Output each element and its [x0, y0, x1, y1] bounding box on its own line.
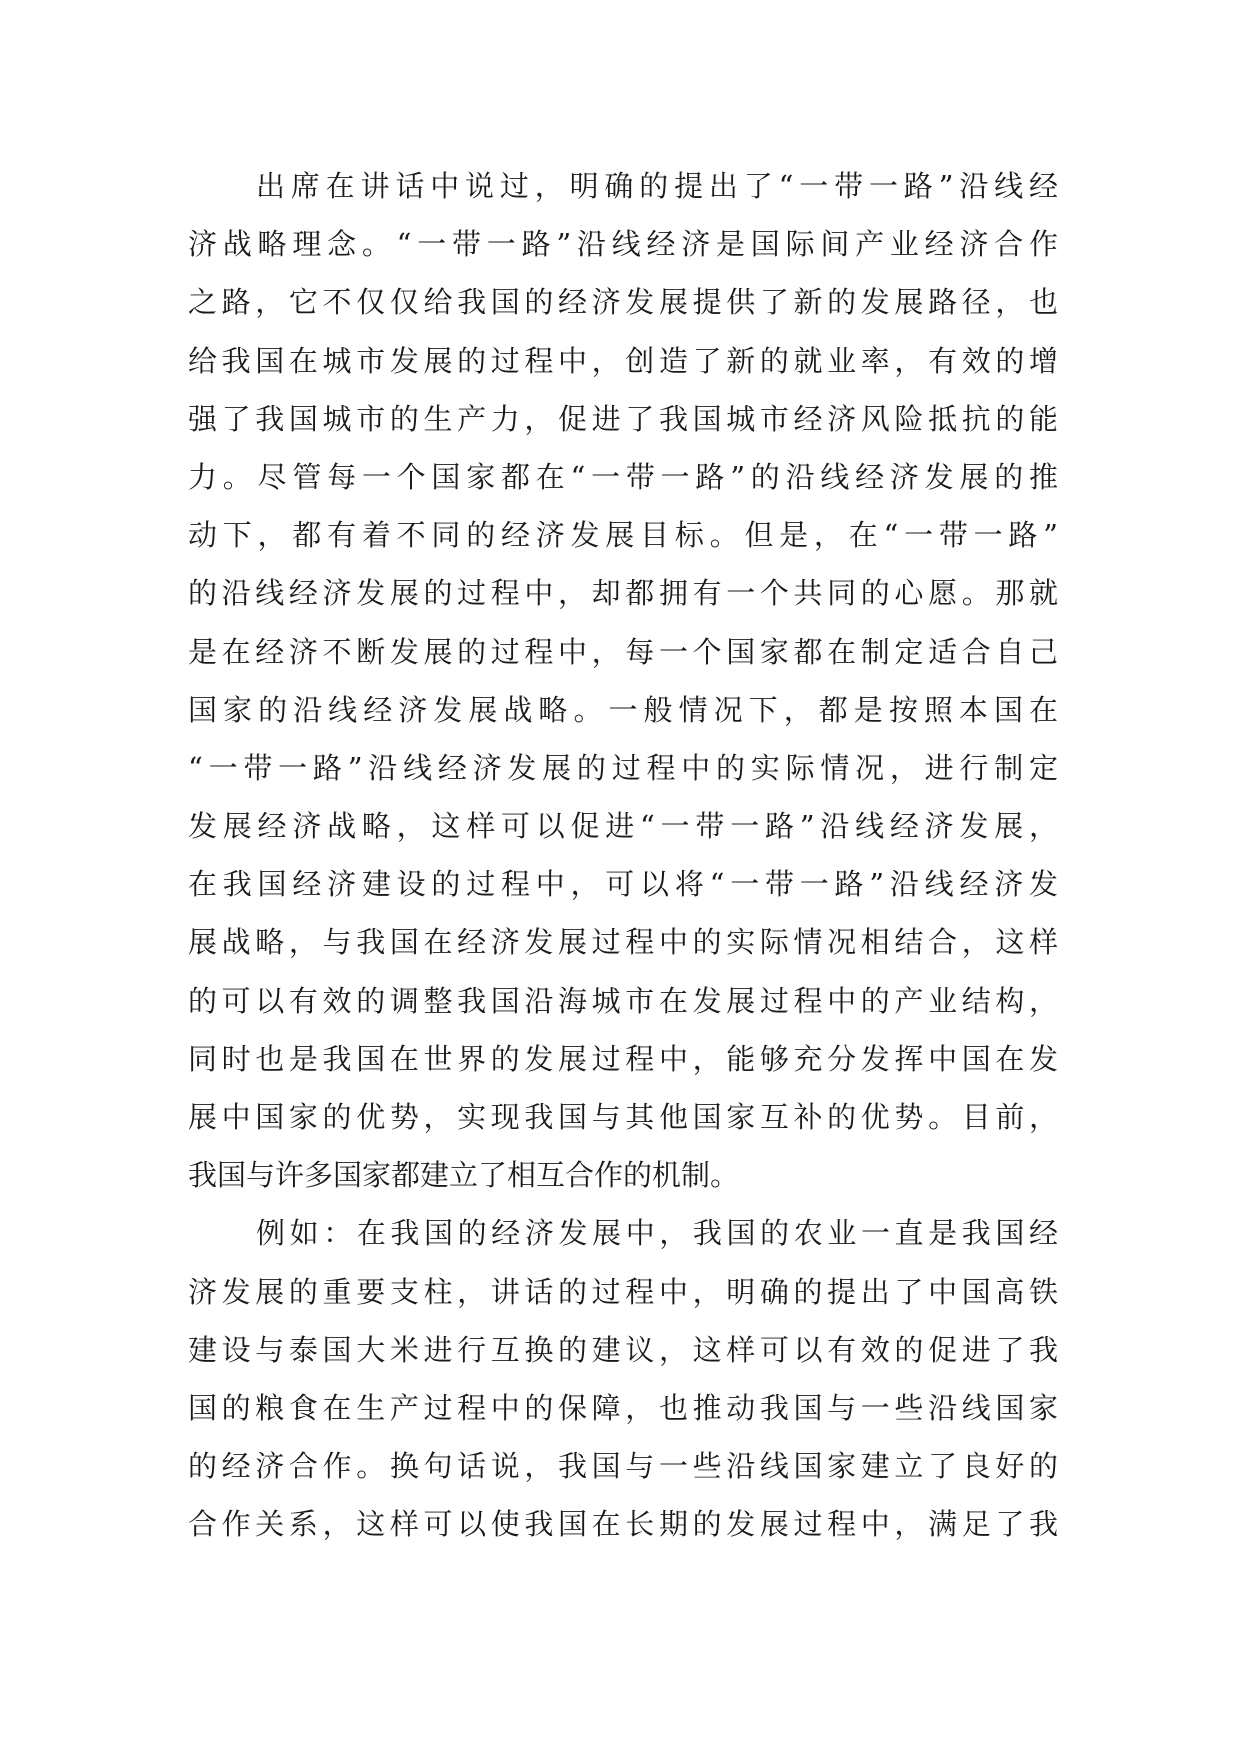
- text-line: 我国与许多国家都建立了相互合作的机制。: [188, 1158, 740, 1193]
- text-line: 强了我国城市的生产力，促进了我国城市经济风险抵抗的能: [188, 401, 1058, 436]
- text-line: 建设与泰国大米进行互换的建议，这样可以有效的促进了我: [188, 1332, 1058, 1367]
- text-line: 国家的沿线经济发展战略。一般情况下，都是按照本国在: [188, 692, 1058, 727]
- paragraph-1: [188, 157, 1058, 1204]
- text-line: 的沿线经济发展的过程中，却都拥有一个共同的心愿。那就: [188, 576, 1058, 611]
- text-line: 发展经济战略，这样可以促进“一带一路”沿线经济发展，: [188, 809, 1058, 844]
- text-line: 是在经济不断发展的过程中，每一个国家都在制定适合自己: [188, 634, 1058, 669]
- text-line: 例如：在我国的经济发展中，我国的农业一直是我国经: [256, 1216, 1058, 1251]
- text-line: 力。尽管每一个国家都在“一带一路”的沿线经济发展的推: [188, 459, 1058, 494]
- body-text: [188, 157, 1058, 1554]
- text-line: “一带一路”沿线经济发展的过程中的实际情况，进行制定: [188, 750, 1058, 785]
- text-line: 同时也是我国在世界的发展过程中，能够充分发挥中国在发: [188, 1041, 1058, 1076]
- text-line: 国的粮食在生产过程中的保障，也推动我国与一些沿线国家: [188, 1390, 1058, 1425]
- text-line: 的可以有效的调整我国沿海城市在发展过程中的产业结构，: [188, 983, 1058, 1018]
- text-line: 济战略理念。“一带一路”沿线经济是国际间产业经济合作: [188, 227, 1058, 262]
- paragraph-2: [188, 1204, 1058, 1553]
- text-line: 展战略，与我国在经济发展过程中的实际情况相结合，这样: [188, 925, 1058, 960]
- text-line: 动下，都有着不同的经济发展目标。但是，在“一带一路”: [188, 518, 1058, 553]
- text-line: 出席在讲话中说过，明确的提出了“一带一路”沿线经: [256, 169, 1058, 203]
- text-line: 在我国经济建设的过程中，可以将“一带一路”沿线经济发: [188, 867, 1058, 902]
- text-line: 合作关系，这样可以使我国在长期的发展过程中，满足了我: [188, 1507, 1058, 1542]
- text-line: 济发展的重要支柱，讲话的过程中，明确的提出了中国高铁: [188, 1274, 1058, 1309]
- text-line: 的经济合作。换句话说，我国与一些沿线国家建立了良好的: [188, 1449, 1058, 1484]
- text-line: 展中国家的优势，实现我国与其他国家互补的优势。目前，: [188, 1100, 1058, 1134]
- text-line: 之路，它不仅仅给我国的经济发展提供了新的发展路径，也: [188, 285, 1058, 320]
- text-line: 给我国在城市发展的过程中，创造了新的就业率，有效的增: [188, 343, 1058, 378]
